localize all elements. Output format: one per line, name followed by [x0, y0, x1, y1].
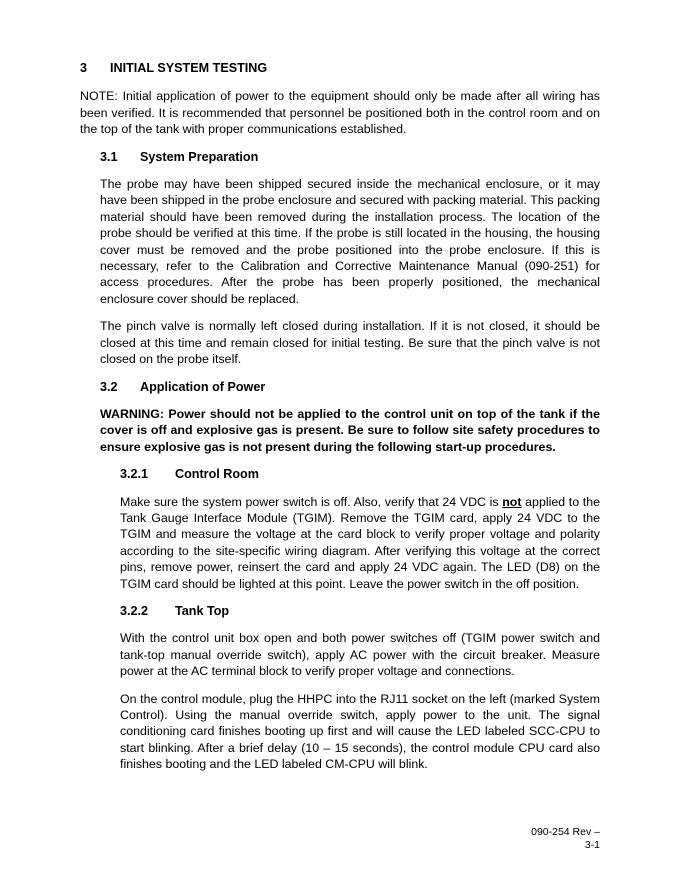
subsection-number: 3.2 — [100, 379, 118, 394]
paragraph-pinch-valve: The pinch valve is normally left closed during installation. If it is not closed, it should be closed at this time and remain closed for initial testing. Be sure that the pinch valve is not closed on the probe itself. — [100, 319, 600, 367]
paragraph-control-module: On the control module, plug the HHPC into the RJ11 socket on the left (marked System Control). Using the manual override switch, apply power to the unit. The signal conditioning card finishes booting up first and will cause the LED labeled SCC-CPU to start blinking. After a brief delay (10 – 15 seconds), the control module CPU card also finishes booting and the LED labeled CM-CPU will blink. — [120, 691, 600, 772]
emphasis-not: not — [502, 494, 522, 509]
paragraph-probe: The probe may have been shipped secured inside the mechanical enclosure, or it may have been shipped in the probe enclosure and secured with packing material. This packing material should have been removed during the installation process. The location of the probe should be verified at this time. If the probe is still located in the housing, the housing cover must be removed and the probe positioned into the probe enclosure. If this is necessary, refer to the Calibration and Corrective Maintenance Manual (090-251) for access procedures. After the probe has been properly positioned, the mechanical enclosure cover should be replaced. — [100, 177, 600, 306]
note-paragraph: NOTE: Initial application of power to the equipment should only be made after all wiring has been verified. It is recommended that personnel be positioned both in the control room and on the top of the tank with proper communications established. — [80, 89, 600, 137]
section-heading — [80, 60, 600, 76]
document-page — [80, 60, 600, 784]
subsection-title: System Preparation — [140, 149, 259, 164]
subsection-heading-3-2-1 — [120, 466, 600, 482]
paragraph-tank-top-power: With the control unit box open and both power switches off (TGIM power switch and tank-top manual override switch), apply AC power with the circuit breaker. Measure power at the AC terminal block to verify proper voltage and connections. — [120, 631, 600, 679]
subsection-number: 3.2.2 — [120, 603, 149, 618]
warning-paragraph: WARNING: Power should not be applied to the control unit on top of the tank if the cover is off and explosive gas is present. Be sure to follow site safety procedures to ensure explosive gas is not present during the following start-up procedures. — [100, 406, 600, 454]
subsection-heading-3-2 — [100, 379, 600, 395]
page-footer — [480, 826, 600, 852]
subsection-number: 3.2.1 — [120, 467, 149, 482]
subsection-heading-3-2-2 — [120, 603, 600, 619]
section-number: 3 — [80, 61, 88, 75]
subsection-title: Tank Top — [175, 603, 230, 618]
text-run: applied to the Tank Gauge Interface Module (TGIM). Remove the TGIM card, apply 24 VDC to the TGIM and measure the voltage at the card block to verify proper voltage and polarity according to the site-specific wiring diagram. After verifying this voltage at the correct pins, remove power, reinsert the card and apply 24 VDC again. The LED (D8) on the TGIM card should be lighted at this point. Leave the power switch in the off position. — [120, 494, 600, 591]
subsection-title: Application of Power — [140, 379, 266, 394]
paragraph-control-room — [120, 494, 600, 592]
section-title: INITIAL SYSTEM TESTING — [110, 61, 268, 75]
subsection-number: 3.1 — [100, 149, 118, 164]
text-run: Make sure the system power switch is off. Also, verify that 24 VDC is — [120, 494, 503, 509]
document-number: 090-254 Rev – — [531, 826, 600, 838]
page-number: 3-1 — [584, 839, 600, 851]
subsection-title: Control Room — [175, 467, 259, 482]
subsection-heading-3-1 — [100, 149, 600, 165]
